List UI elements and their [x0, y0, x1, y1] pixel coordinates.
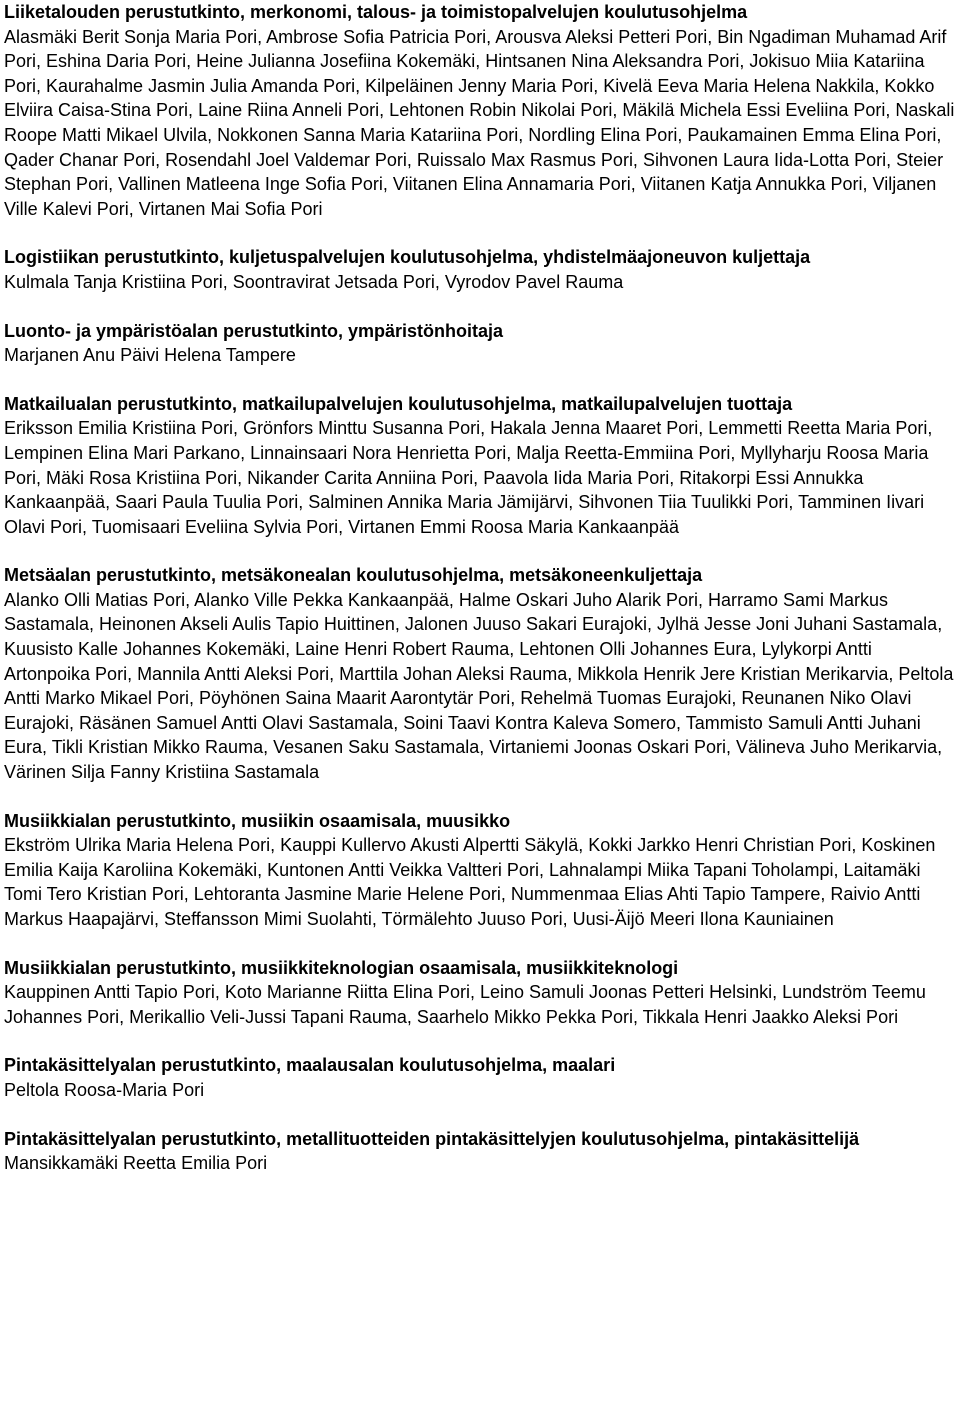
section-heading: Liiketalouden perustutkinto, merkonomi, talous- ja toimistopalvelujen koulutusohjelma: [4, 2, 748, 22]
section-heading: Logistiikan perustutkinto, kuljetuspalvelujen koulutusohjelma, yhdistelmäajoneuvon kuljettaja: [4, 247, 811, 268]
section-muusikko: [4, 809, 956, 932]
section-matkailu: [4, 392, 956, 540]
section-heading: Musiikkialan perustutkinto, musiikkiteknologian osaamisala, musiikkiteknologi: [4, 957, 679, 978]
section-heading: Musiikkialan perustutkinto, musiikin osaamisala, muusikko: [4, 810, 511, 831]
section-metsaala: [4, 563, 956, 784]
section-heading: Metsäalan perustutkinto, metsäkonealan koulutusohjelma, metsäkoneenkuljettaja: [4, 565, 703, 586]
graduate-list: Eriksson Emilia Kristiina Pori, Grönfors Minttu Susanna Pori, Hakala Jenna Maaret Pori, Lemmetti Reetta Maria Pori, Lempinen Elina Mari Parkano, Linnainsaari Nora Henrietta Pori, Malja Reetta-Emmiina Pori, Myllyharju Roosa Maria Pori, Mäki Rosa Kristiina Pori, Nikander Carita Anniina Pori, Paavola Iida Maria Pori, Ritakorpi Essi Annukka Kankaanpää, Saari Paula Tuulia Pori, Salminen Annika Maria Jämijärvi, Sihvonen Tiia Tuulikki Pori, Tamminen Iivari Olavi Pori, Tuomisaari Eveliina Sylvia Pori, Virtanen Emmi Roosa Maria Kankaanpää: [4, 418, 933, 537]
section-logistiikka: [4, 245, 956, 294]
section-musiikkiteknologi: [4, 956, 956, 1030]
graduate-list: Kauppinen Antti Tapio Pori, Koto Marianne Riitta Elina Pori, Leino Samuli Joonas Petteri Helsinki, Lundström Teemu Johannes Pori, Merikallio Veli-Jussi Tapani Rauma, Saarhelo Mikko Pekka Pori, Tikkala Henri Jaakko Aleksi Pori: [4, 982, 926, 1027]
graduate-list: Alanko Olli Matias Pori, Alanko Ville Pekka Kankaanpää, Halme Oskari Juho Alarik Pori, Harramo Sami Markus Sastamala, Heinonen Akseli Aulis Tapio Huittinen, Jalonen Juuso Sakari Eurajoki, Jylhä Jesse Joni Juhani Sastamala, Kuusisto Kalle Johannes Kokemäki, Laine Henri Robert Rauma, Lehtonen Olli Johannes Eura, Lylykorpi Antti Artonpoika Pori, Mannila Antti Aleksi Pori, Marttila Johan Aleksi Rauma, Mikkola Henrik Jere Kristian Merikarvia, Peltola Antti Marko Mikael Pori, Pöyhönen Saina Maarit Aarontytär Pori, Rehelmä Tuomas Eurajoki, Reunanen Niko Olavi Eurajoki, Räsänen Samuel Antti Olavi Sastamala, Soini Taavi Kontra Kaleva Somero, Tammisto Samuli Antti Juhani Eura, Tikli Kristian Mikko Rauma, Vesanen Saku Sastamala, Virtaniemi Joonas Oskari Pori, Välineva Juho Merikarvia, Värinen Silja Fanny Kristiina Sastamala: [4, 589, 954, 783]
section-heading: Matkailualan perustutkinto, matkailupalvelujen koulutusohjelma, matkailupalvelujen tuottaja: [4, 393, 793, 414]
graduate-list: Ekström Ulrika Maria Helena Pori, Kauppi Kullervo Akusti Alpertti Säkylä, Kokki Jarkko Henri Christian Pori, Koskinen Emilia Kaija Karoliina Kokemäki, Kuntonen Antti Veikka Valtteri Pori, Lahnalampi Miika Tapani Toholampi, Laitamäki Tomi Tero Kristian Pori, Lehtoranta Jasmine Marie Helene Pori, Nummenmaa Elias Ahti Tapio Tampere, Raivio Antti Markus Haapajärvi, Steffansson Mimi Suolahti, Törmälehto Juuso Pori, Uusi-Äijö Meeri Ilona Kauniainen: [4, 835, 936, 929]
section-maalari: [4, 1053, 956, 1102]
graduate-list: Kulmala Tanja Kristiina Pori, Soontravirat Jetsada Pori, Vyrodov Pavel Rauma: [4, 271, 624, 292]
graduate-list: Marjanen Anu Päivi Helena Tampere: [4, 345, 296, 366]
section-merkonomi-talous: [4, 0, 956, 221]
graduate-list: Alasmäki Berit Sonja Maria Pori, Ambrose Sofia Patricia Pori, Arousva Aleksi Petteri Pori, Bin Ngadiman Muhamad Arif Pori, Eshina Daria Pori, Heine Julianna Josefiina Kokemäki, Hintsanen Nina Aleksandra Pori, Jokisuo Miia Katariina Pori, Kaurahalme Jasmin Julia Amanda Pori, Kilpeläinen Jenny Maria Pori, Kivelä Eeva Maria Helena Nakkila, Kokko Elviira Caisa-Stina Pori, Laine Riina Anneli Pori, Lehtonen Robin Nikolai Pori, Mäkilä Michela Essi Eveliina Pori, Naskali Roope Matti Mikael Ulvila, Nokkonen Sanna Maria Katariina Pori, Nordling Elina Pori, Paukamainen Emma Elina Pori, Qader Chanar Pori, Rosendahl Joel Valdemar Pori, Ruissalo Max Rasmus Pori, Sihvonen Laura Iida-Lotta Pori, Steier Stephan Pori, Vallinen Matleena Inge Sofia Pori, Viitanen Elina Annamaria Pori, Viitanen Katja Annukka Pori, Viljanen Ville Kalevi Pori, Virtanen Mai Sofia Pori: [4, 26, 955, 219]
graduate-list: Peltola Roosa-Maria Pori: [4, 1079, 205, 1100]
section-heading: Luonto- ja ympäristöalan perustutkinto, ympäristönhoitaja: [4, 320, 504, 341]
graduate-list: Mansikkamäki Reetta Emilia Pori: [4, 1153, 268, 1174]
section-heading: Pintakäsittelyalan perustutkinto, metallituotteiden pintakäsittelyjen koulutusohjelma, pintakäsittelijä: [4, 1128, 860, 1149]
section-pintakasittelija: [4, 1127, 956, 1176]
section-ymparistonhoitaja: [4, 319, 956, 368]
section-heading: Pintakäsittelyalan perustutkinto, maalausalan koulutusohjelma, maalari: [4, 1055, 616, 1076]
